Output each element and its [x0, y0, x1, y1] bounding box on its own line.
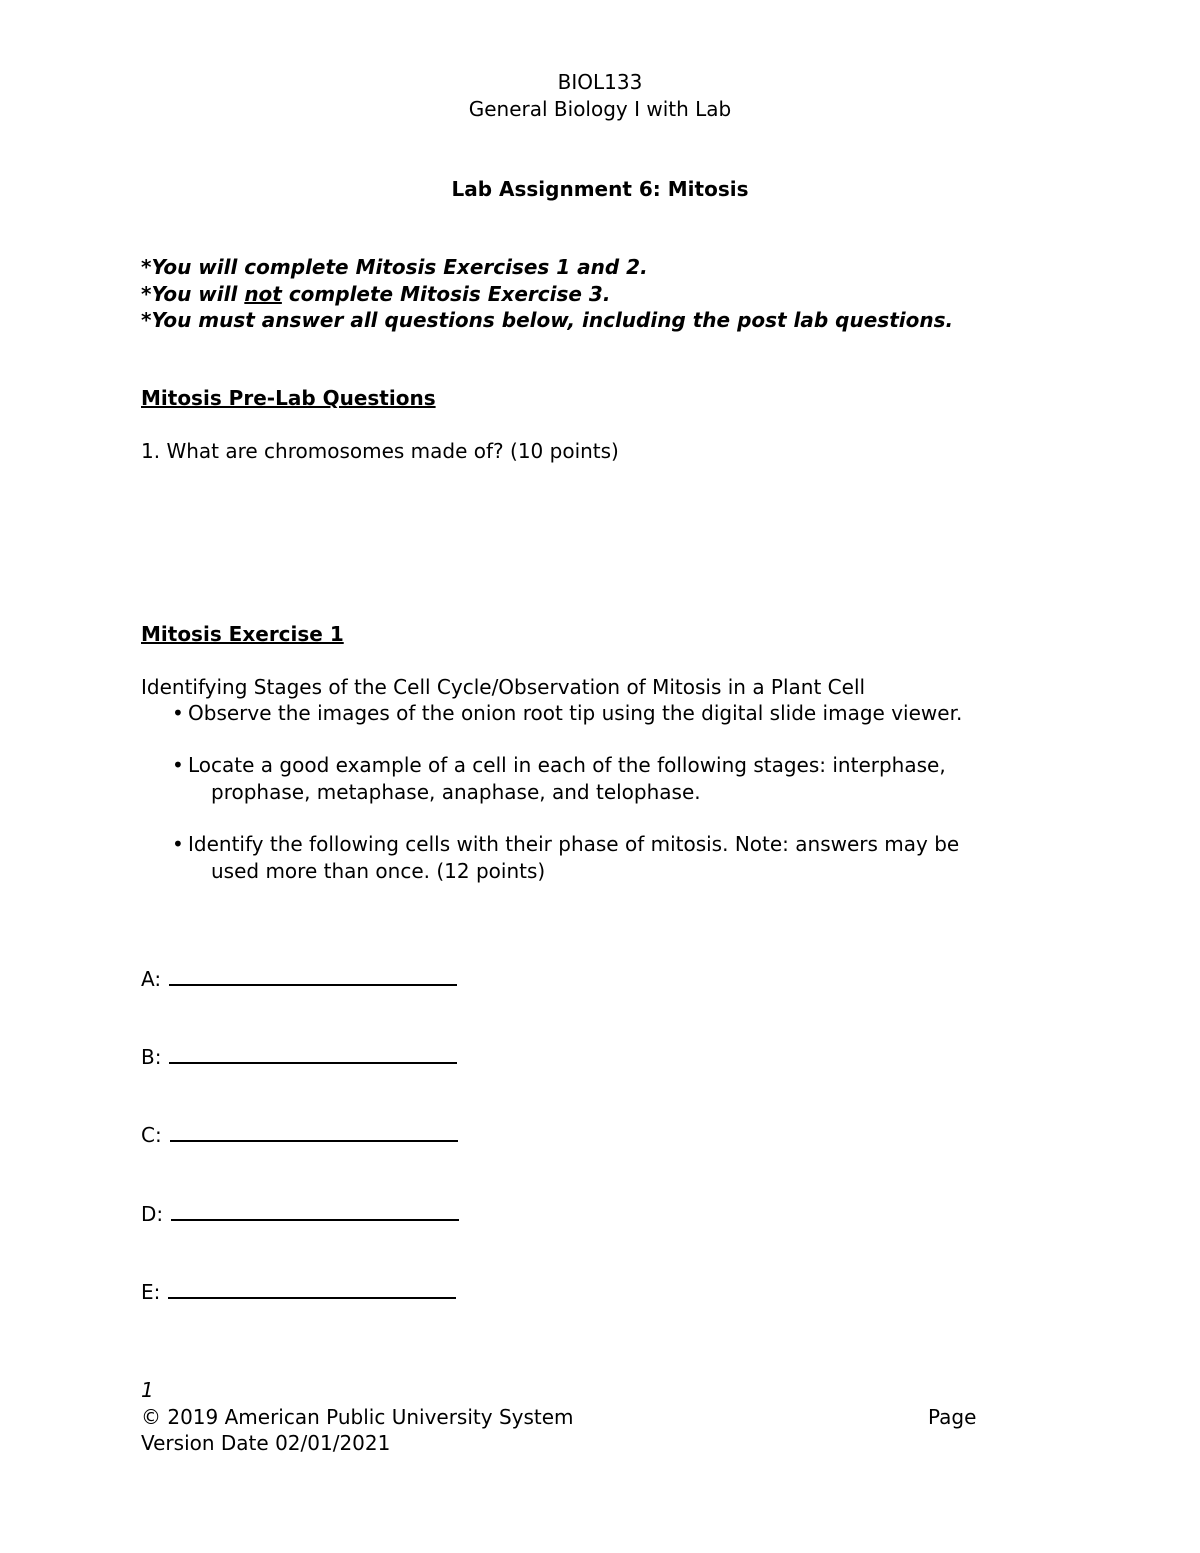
- instruction-line-2-suffix: complete Mitosis Exercise 3.: [281, 282, 611, 306]
- version-date: Version Date 02/01/2021: [141, 1431, 391, 1455]
- bullet-icon: •: [172, 832, 184, 856]
- instruction-line-2: [141, 282, 610, 306]
- exercise1-intro: Identifying Stages of the Cell Cycle/Observation of Mitosis in a Plant Cell: [141, 675, 866, 699]
- answer-row-c: [141, 1120, 458, 1147]
- exercise1-heading: Mitosis Exercise 1: [141, 622, 344, 646]
- answer-row-d: [141, 1199, 459, 1226]
- instruction-line-2-emphasis: not: [244, 282, 282, 306]
- answer-blank[interactable]: [171, 1199, 459, 1221]
- course-code: BIOL133: [557, 70, 643, 94]
- bullet-icon: •: [172, 753, 184, 777]
- instruction-line-3: *You must answer all questions below, including the post lab questions.: [141, 308, 954, 332]
- answer-blank[interactable]: [169, 1042, 457, 1064]
- answer-label: A:: [141, 967, 162, 991]
- bullet-item-2: [172, 753, 946, 777]
- prelab-question-1: 1. What are chromosomes made of? (10 points): [141, 439, 619, 463]
- bullet-icon: •: [172, 701, 184, 725]
- bullet-item-3: [172, 832, 959, 856]
- answer-blank[interactable]: [170, 1120, 458, 1142]
- bullet-item-3-continuation: used more than once. (12 points): [211, 859, 546, 883]
- answer-label: B:: [141, 1045, 162, 1069]
- answer-row-e: [141, 1277, 456, 1304]
- assignment-title: Lab Assignment 6: Mitosis: [451, 177, 749, 201]
- answer-blank[interactable]: [169, 964, 457, 986]
- bullet-text: Observe the images of the onion root tip using the digital slide image viewer.: [188, 701, 963, 725]
- answer-blank[interactable]: [168, 1277, 456, 1299]
- bullet-text: Identify the following cells with their phase of mitosis. Note: answers may be: [188, 832, 960, 856]
- bullet-text: Locate a good example of a cell in each of the following stages: interphase,: [188, 753, 946, 777]
- answer-row-b: [141, 1042, 457, 1069]
- page-number: 1: [141, 1378, 154, 1402]
- answer-label: D:: [141, 1202, 164, 1226]
- answer-label: C:: [141, 1123, 162, 1147]
- answer-row-a: [141, 964, 457, 991]
- course-name: General Biology I with Lab: [468, 97, 732, 121]
- answer-label: E:: [141, 1280, 161, 1304]
- copyright-notice: © 2019 American Public University System: [141, 1405, 574, 1429]
- instruction-line-1: *You will complete Mitosis Exercises 1 and 2.: [141, 255, 648, 279]
- bullet-item-2-continuation: prophase, metaphase, anaphase, and telophase.: [211, 780, 701, 804]
- bullet-item-1: [172, 701, 962, 725]
- prelab-heading: Mitosis Pre-Lab Questions: [141, 386, 436, 410]
- page-label: Page: [928, 1405, 977, 1429]
- instruction-line-2-prefix: *You will: [141, 282, 245, 306]
